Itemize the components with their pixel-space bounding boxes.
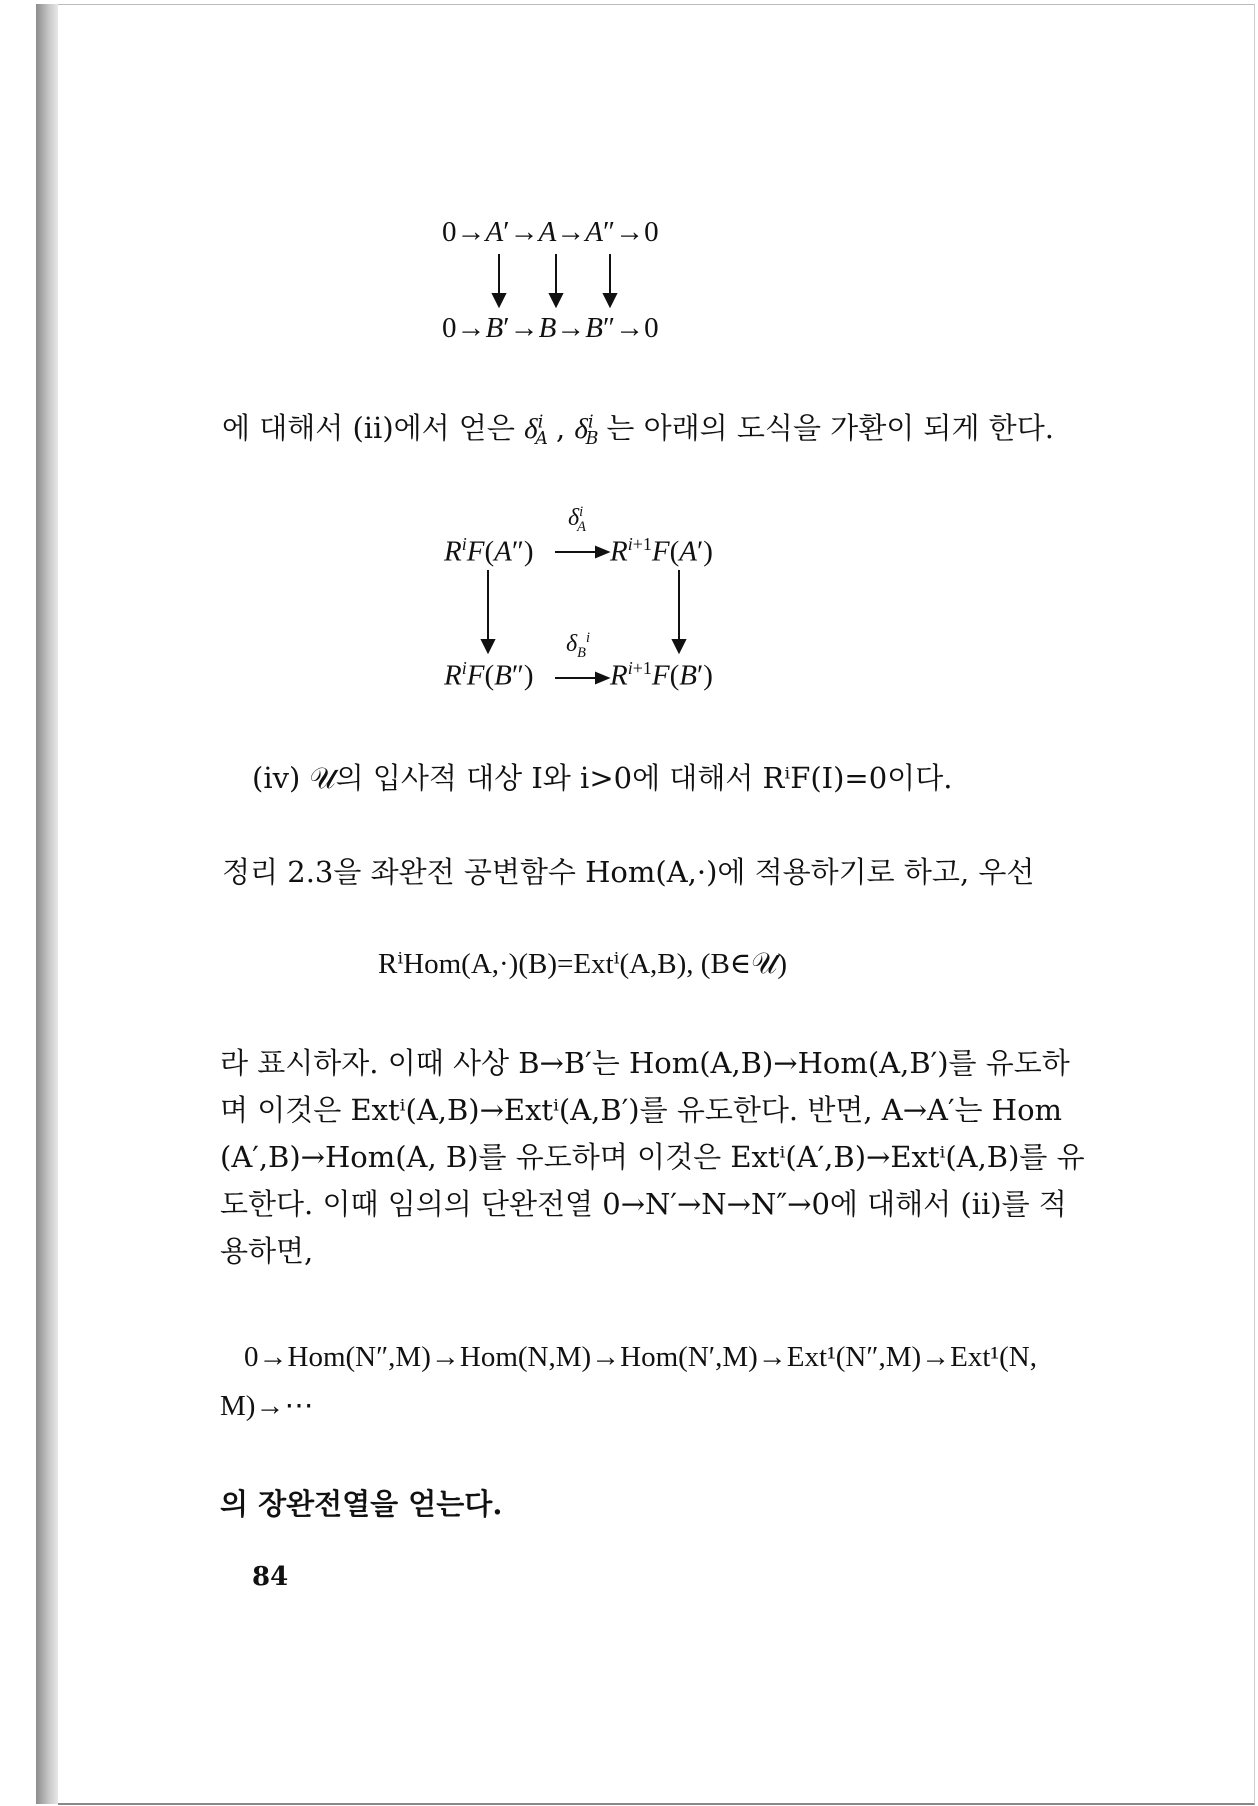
diagram1-bottom-row: 0→B′→B→B″→0 [442,312,659,344]
diagram2-top-arrow-label: $\delta^i_A$ [568,504,586,535]
paragraph-line-1: 라 표시하자. 이때 사상 B→B′는 Hom(A,B)→Hom(A,B′)를 유도하 [220,1046,1070,1080]
theorem-line: 정리 2.3을 좌완전 공변함수 Hom(A,·)에 적용하기로 하고, 우선 [222,855,1035,889]
book-page [58,4,1255,1805]
sequence-line-2: M)→⋯ [220,1390,314,1422]
page-number: 84 [252,1562,289,1592]
diagram2-bottom-arrow-label: $\delta_B^i$ [566,630,590,661]
page-edge-shadow [36,4,58,1804]
sequence-line-1: 0→Hom(N″,M)→Hom(N,M)→Hom(N′,M)→Ext¹(N″,M)→Ext¹(N, [244,1341,1037,1373]
display-equation: RⁱHom(A,·)(B)=Extⁱ(A,B), (B∈𝒰) [378,948,788,980]
sentence-after-diagram1: 에 대해서 (ⅱ)에서 얻은 $\delta^i_A$ , $\delta^i_B$ 는 아래의 도식을 가환이 되게 한다. [222,411,1054,449]
main-paragraph [220,1040,1108,1275]
diagram1-top-row: 0→A′→A→A″→0 [442,216,659,248]
closing-line: 의 장완전열을 얻는다. [220,1487,503,1521]
diagram2-top-left: $R^iF(A'')$ [444,534,534,568]
paragraph-line-3: (A′,B)→Hom(A, B)를 유도하며 이것은 Extⁱ(A′,B)→Extⁱ(A,B)를 유 [220,1140,1085,1174]
item-iv [252,756,952,797]
diagram2-bottom-right: $R^{i+1}F(B')$ [610,658,713,692]
long-sequence [244,1334,1110,1381]
paragraph-line-4: 도한다. 이때 임의의 단완전열 0→N′→N→N″→0에 대해서 (ⅱ)를 적 [220,1187,1067,1221]
diagram2-bottom-left: $R^iF(B'')$ [444,658,534,692]
item-iv-label: (iv) [252,761,301,795]
item-iv-text: 𝒰의 입사적 대상 I와 i>0에 대해서 RⁱF(I)=0이다. [309,761,953,795]
paragraph-line-5: 용하면, [220,1234,314,1268]
paragraph-line-2: 며 이것은 Extⁱ(A,B)→Extⁱ(A,B′)를 유도한다. 반면, A→A′는 Hom [220,1093,1063,1127]
diagram2-top-right: $R^{i+1}F(A')$ [610,534,713,568]
